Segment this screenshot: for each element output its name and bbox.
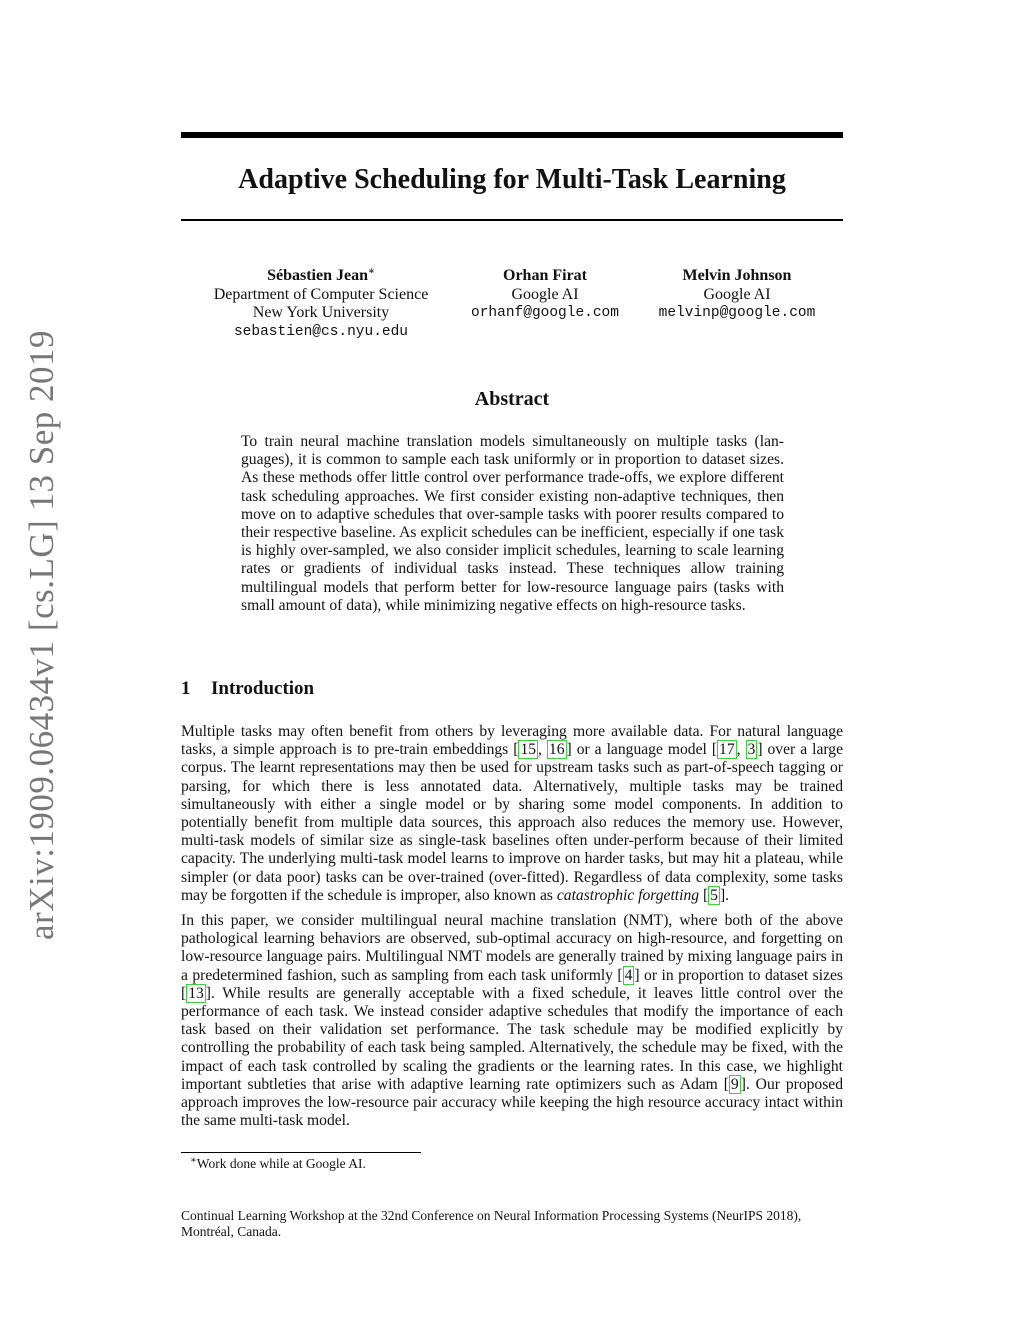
citation-link[interactable]: 9 bbox=[730, 1075, 739, 1093]
footnote-mark: ∗ bbox=[190, 1155, 197, 1166]
author-email[interactable]: orhanf@google.com bbox=[471, 305, 619, 321]
citation-link[interactable]: 5 bbox=[710, 886, 718, 904]
section-heading bbox=[181, 678, 314, 700]
citation-link[interactable]: 16 bbox=[548, 741, 565, 759]
author-block-3 bbox=[646, 267, 828, 323]
author-name: Orhan Firat bbox=[503, 267, 587, 284]
section-title: Introduction bbox=[211, 678, 315, 699]
venue-note: Continual Learning Workshop at the 32nd Conference on Neural Information Processing Systems (NeurIPS 2018), Montréal, Canada. bbox=[181, 1208, 802, 1239]
author-email[interactable]: sebastien@cs.nyu.edu bbox=[233, 323, 409, 340]
paper-title: Adaptive Scheduling for Multi-Task Learning bbox=[238, 164, 786, 195]
author-affiliation: Department of Computer Science bbox=[213, 285, 429, 303]
section-number: 1 bbox=[181, 678, 191, 699]
author-affiliation: New York University bbox=[252, 304, 390, 321]
emphasis-term: catastrophic forgetting bbox=[556, 886, 700, 904]
citation-link[interactable]: 4 bbox=[624, 966, 633, 984]
footnote-mark: ∗ bbox=[367, 266, 375, 277]
footnote-rule bbox=[181, 1152, 421, 1153]
title-top-rule bbox=[181, 132, 843, 138]
title-bottom-rule bbox=[181, 219, 843, 221]
author-name: Melvin Johnson bbox=[682, 267, 792, 284]
footnote: ∗Work done while at Google AI. bbox=[190, 1155, 366, 1171]
author-name: Sébastien Jean∗ bbox=[267, 266, 375, 284]
citation-link[interactable]: 15 bbox=[520, 741, 537, 759]
paragraph-1: Multiple tasks may often benefit from others by leveraging more available data. For natural language tasks, a simple approach is to pre-train embeddings [ 15 , 16 ] or a language model [ 17 , 3 ] over a large corpus. The learnt representations may then be used for upstream tasks such as part-of-speech tagging or parsing, for which there is less annotated data. Alternatively, multiple tasks may be trained simultaneously with either a single model or by sharing some model components. In addition to potentially benefit from multiple data sources, this approach also reduces the memory use. However, multi-task models of similar size as single-task baselines often under-perform because of their limited capacity. The underlying multi-task model learns to improve on harder tasks, but may hit a plateau, while simpler (or data poor) tasks can be over-trained (over-fitted). Regardless of data complexity, some tasks may be forgotten if the schedule is improper, also known as catastrophic forgetting [ 5 ]. bbox=[181, 723, 843, 904]
author-block-1 bbox=[190, 267, 452, 341]
abstract-text: To train neural machine translation models simultaneously on multiple tasks (languages), it is common to sample each task uniformly or in proportion to dataset sizes. As these methods offer little control over performance trade-offs, we explore different task scheduling approaches. We first consider existing non-adaptive techniques, then move on to adaptive schedules that over-sample tasks with poorer results compared to their respective baseline. As explicit schedules can be inefficient, especially if one task is highly over-sampled, we also consider implicit schedules, learning to scale learning rates or gradients of individual tasks instead. These techniques allow training multilingual models that perform better for low-resource language pairs (tasks with small amount of data), while minimizing negative effects on high-resource tasks. bbox=[241, 433, 784, 614]
citation-link[interactable]: 17 bbox=[719, 741, 735, 759]
section-body bbox=[181, 723, 843, 1137]
author-block-2 bbox=[464, 267, 626, 323]
author-affiliation: Google AI bbox=[511, 285, 579, 303]
paragraph-2: In this paper, we consider multilingual neural machine translation (NMT), where both of the above pathological learning behaviors are observed, sub-optimal accuracy on high-resource, and forgetting on low-resource language pairs. Multilingual NMT models are generally trained by mixing language pairs in a predetermined fashion, such as sampling from each task uniformly [ 4 ] or in proportion to dataset sizes [ 13 ]. While results are generally acceptable with a fixed schedule, it leaves little control over the performance of each task. We instead consider adaptive schedules that modify the importance of each task based on their validation set performance. The task schedule may be modified explicitly by controlling the probability of each task being sampled. Alternatively, the schedule may be fixed, with the impact of each task controlled by scaling the gradients or the learning rates. In this case, we highlight important subtleties that arise with adaptive learning rate optimizers such as Adam [ 9 ]. Our proposed approach improves the low-resource pair accuracy while keeping the high resource accuracy intact within the same multi-task model. bbox=[181, 912, 843, 1130]
author-email[interactable]: melvinp@google.com bbox=[658, 305, 816, 321]
abstract-heading: Abstract bbox=[474, 388, 550, 410]
author-affiliation: Google AI bbox=[703, 285, 771, 303]
citation-link[interactable]: 3 bbox=[747, 741, 756, 759]
citation-link[interactable]: 13 bbox=[188, 984, 204, 1002]
arxiv-sidebar-stamp: arXiv:1909.06434v1 [cs.LG] 13 Sep 2019 bbox=[22, 329, 61, 940]
